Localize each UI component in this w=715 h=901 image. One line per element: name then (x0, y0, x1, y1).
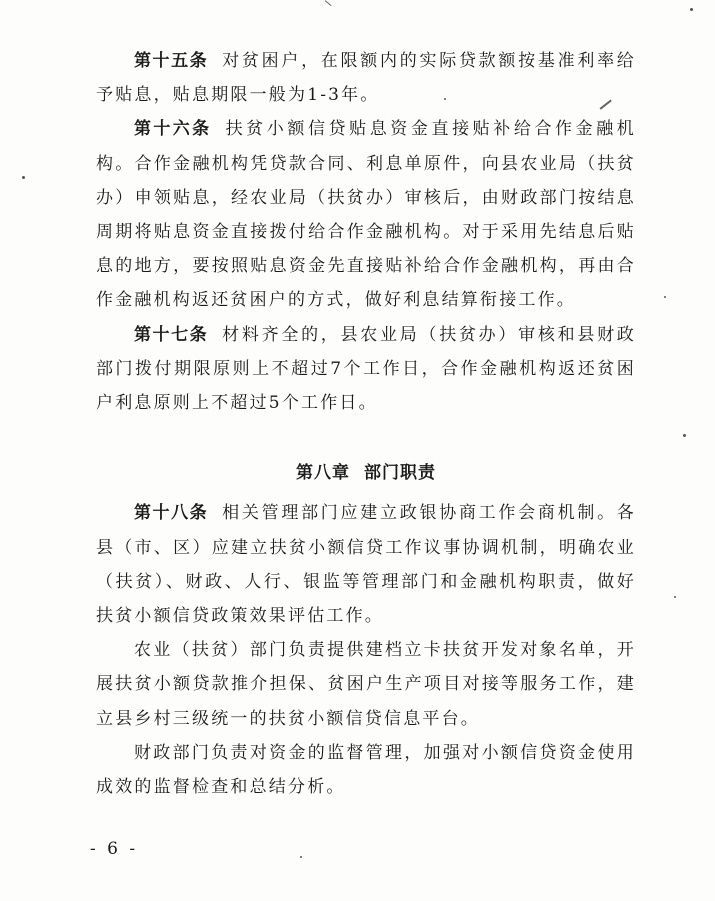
article-15-text: 对贫困户，在限额内的实际贷款额按基准利率给予贴息，贴息期限一般为1-3年。 (96, 51, 637, 106)
article-18-number: 第十八条 (134, 503, 209, 524)
chapter-8-heading (96, 456, 636, 490)
scan-speck (683, 434, 686, 437)
article-16-paragraph (96, 112, 636, 317)
page-number: - 6 - (90, 839, 139, 859)
chapter-8-title: 部门职责 (364, 463, 436, 484)
article-15-number: 第十五条 (134, 51, 209, 71)
scan-speck (22, 176, 25, 179)
scan-speck (674, 596, 676, 598)
scan-speck (300, 856, 302, 858)
finance-department-paragraph: 财政部门负责对资金的监督管理，加强对小额信贷资金使用成效的监督检查和总结分析。 (96, 742, 636, 798)
article-15-paragraph (96, 44, 636, 112)
article-17-paragraph (96, 318, 636, 421)
scan-mark (325, 0, 332, 6)
scan-speck (444, 98, 446, 100)
article-16-text: 扶贫小额信贷贴息资金直接贴补给合作金融机构。合作金融机构凭贷款合同、利息单原件，向县农业局（扶贫办）申领贴息，经农业局（扶贫办）审核后，由财政部门按结息周期将贴息资金直接拨付给合作金融机构。对于采用先结息后贴息的地方，要按照贴息资金先直接贴补给合作金融机构，再由合作金融机构返还贫困户的方式，做好利息结算衔接工作。 (96, 119, 637, 311)
scan-speck (690, 8, 693, 11)
article-18-paragraph (96, 496, 636, 633)
article-17-number: 第十七条 (134, 324, 209, 345)
article-18-text: 相关管理部门应建立政银协商工作会商机制。各县（市、区）应建立扶贫小额信贷工作议事协调机制，明确农业（扶贫）、财政、人行、银监等管理部门和金融机构职责，做好扶贫小额信贷政策效果评估工作。 (96, 503, 637, 627)
article-17-text: 材料齐全的，县农业局（扶贫办）审核和县财政部门拨付期限原则上不超过7个工作日，合作金融机构返还贫困户利息原则上不超过5个工作日。 (96, 324, 637, 414)
article-16-number: 第十六条 (134, 119, 212, 140)
agriculture-department-paragraph: 农业（扶贫）部门负责提供建档立卡扶贫开发对象名单，开展扶贫小额贷款推介担保、贫困户生产项目对接等服务工作，建立县乡村三级统一的扶贫小额信贷信息平台。 (96, 640, 636, 729)
document-body (96, 44, 636, 804)
chapter-8-number: 第八章 (296, 463, 350, 484)
scan-speck (664, 296, 666, 298)
